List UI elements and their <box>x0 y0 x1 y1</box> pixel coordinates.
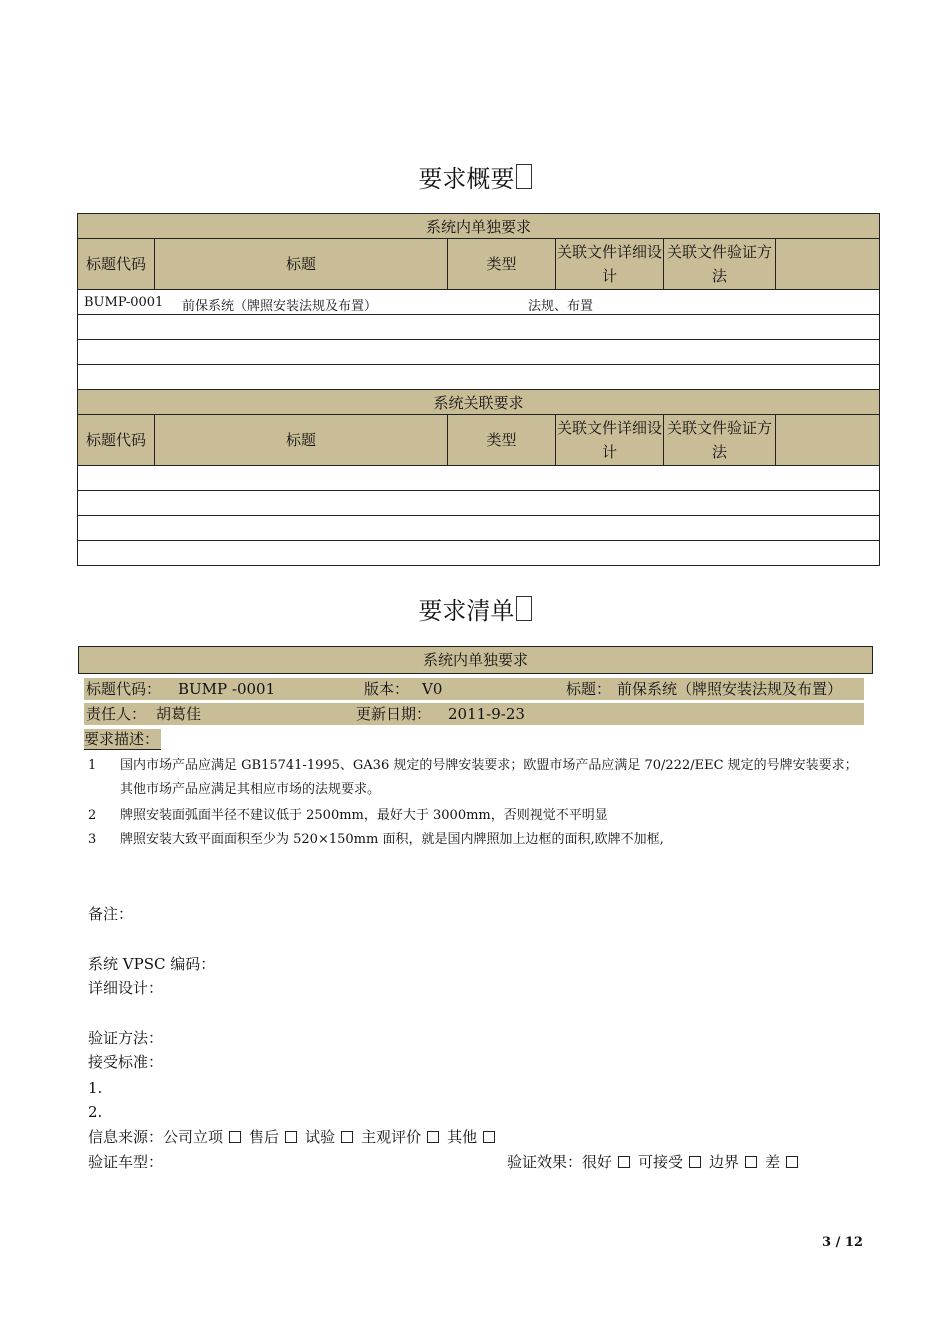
acceptance-label: 接受标准： <box>88 1053 164 1071</box>
col-extra <box>776 239 880 290</box>
col-design: 关联文件详细设计 <box>556 239 664 290</box>
source-checkbox[interactable] <box>229 1131 241 1143</box>
remarks-label: 备注： <box>88 905 134 923</box>
item-number: 3 <box>88 832 97 847</box>
section-header-related: 系统关联要求 <box>78 390 880 415</box>
verify-method-label: 验证方法： <box>88 1029 164 1047</box>
date-label: 更新日期： <box>356 705 432 723</box>
owner-value: 胡葛佳 <box>156 705 202 723</box>
table-row <box>78 541 880 566</box>
date-value: 2011-9-23 <box>448 705 525 723</box>
item-text: 牌照安装面弧面半径不建议低于 2500mm，最好大于 3000mm，否则视觉不平明显 <box>120 808 608 823</box>
detail-design-label: 详细设计： <box>88 979 164 997</box>
info-source-row <box>88 1127 503 1147</box>
source-checkbox[interactable] <box>483 1131 495 1143</box>
effect-checkbox[interactable] <box>689 1156 701 1168</box>
effect-label: 验证效果： <box>507 1153 583 1171</box>
col-design: 关联文件详细设计 <box>556 415 664 466</box>
row-title: 前保系统（牌照安装法规及布置） <box>182 299 378 314</box>
row-type: 法规、布置 <box>528 299 594 314</box>
effect-checkbox[interactable] <box>618 1156 630 1168</box>
owner-label: 责任人： <box>86 705 147 723</box>
code-label: 标题代码： <box>86 680 162 698</box>
description-label: 要求描述： <box>84 730 160 748</box>
col-verify: 关联文件验证方法 <box>664 239 776 290</box>
subject-value: 前保系统（牌照安装法规及布置） <box>617 680 843 698</box>
col-type: 类型 <box>448 239 556 290</box>
table-row <box>78 516 880 541</box>
effect-option-label: 差 <box>765 1153 781 1171</box>
acceptance-item-1: 1. <box>88 1079 103 1097</box>
code-value: BUMP -0001 <box>178 680 276 698</box>
effect-checkbox[interactable] <box>786 1156 798 1168</box>
source-label: 信息来源： <box>88 1128 164 1146</box>
table-row <box>78 315 880 340</box>
meta-strip-2 <box>84 703 864 725</box>
page-number: 3 / 12 <box>822 1235 863 1250</box>
missing-glyph-box <box>516 164 531 189</box>
col-title: 标题 <box>155 415 448 466</box>
effect-row <box>507 1152 806 1172</box>
summary-table <box>77 213 880 566</box>
source-checkbox[interactable] <box>285 1131 297 1143</box>
table-row <box>78 340 880 365</box>
list-title: 要求清单 <box>0 596 950 625</box>
source-option-label: 试验 <box>305 1128 336 1146</box>
vehicle-label: 验证车型： <box>88 1153 164 1171</box>
table-row <box>78 365 880 390</box>
table-row <box>78 466 880 491</box>
meta-strip-1 <box>84 678 864 700</box>
effect-option-label: 可接受 <box>638 1153 684 1171</box>
col-extra <box>776 415 880 466</box>
list-section-header: 系统内单独要求 <box>78 646 873 674</box>
col-code: 标题代码 <box>78 415 155 466</box>
row-code: BUMP-0001 <box>84 295 164 310</box>
acceptance-item-2: 2. <box>88 1103 103 1121</box>
col-code: 标题代码 <box>78 239 155 290</box>
table-row <box>78 491 880 516</box>
source-option-label: 公司立项 <box>163 1128 224 1146</box>
source-option-label: 其他 <box>447 1128 478 1146</box>
item-number: 2 <box>88 808 97 823</box>
col-type: 类型 <box>448 415 556 466</box>
col-verify: 关联文件验证方法 <box>664 415 776 466</box>
version-label: 版本： <box>364 680 410 698</box>
item-text: 国内市场产品应满足 GB15741-1995、GA36 规定的号牌安装要求；欧盟市场产品应满足 70/222/EEC 规定的号牌安装要求； <box>120 758 858 773</box>
missing-glyph-box <box>516 596 531 621</box>
item-text: 牌照安装大致平面面积至少为 520×150mm 面积，就是国内牌照加上边框的面积,欧牌不加框, <box>120 832 664 847</box>
source-option-label: 主观评价 <box>361 1128 422 1146</box>
item-number: 1 <box>88 758 97 773</box>
summary-title: 要求概要 <box>0 164 950 193</box>
table-row <box>78 290 880 315</box>
version-value: V0 <box>422 680 443 698</box>
effect-option-label: 很好 <box>582 1153 613 1171</box>
source-checkbox[interactable] <box>341 1131 353 1143</box>
subject-label: 标题： <box>566 680 612 698</box>
section-header-individual: 系统内单独要求 <box>78 214 880 239</box>
effect-option-label: 边界 <box>709 1153 740 1171</box>
col-title: 标题 <box>155 239 448 290</box>
vpsc-label: 系统 VPSC 编码： <box>88 955 216 973</box>
source-option-label: 售后 <box>249 1128 280 1146</box>
effect-checkbox[interactable] <box>745 1156 757 1168</box>
source-checkbox[interactable] <box>427 1131 439 1143</box>
item-text-continued: 其他市场产品应满足其相应市场的法规要求。 <box>120 782 381 797</box>
